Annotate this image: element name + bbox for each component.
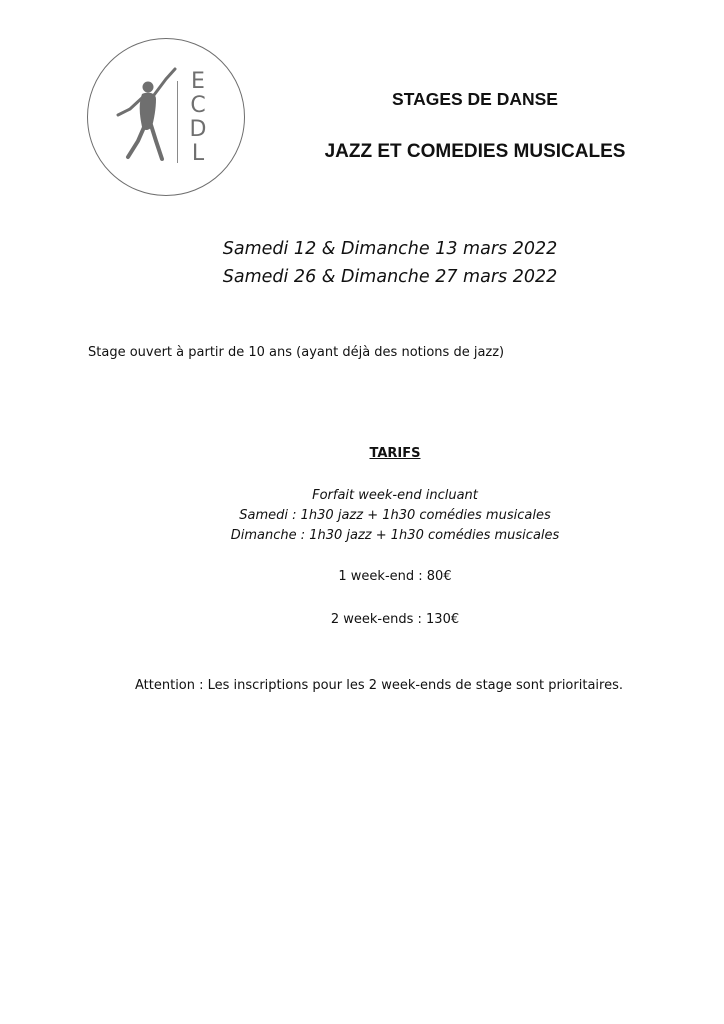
attention-note: Attention : Les inscriptions pour les 2 week-ends de stage sont prioritaires.	[135, 678, 623, 693]
date-line: Samedi 26 & Dimanche 27 mars 2022	[222, 267, 558, 287]
page-subtitle: JAZZ ET COMEDIES MUSICALES	[324, 141, 626, 162]
logo-letter: C	[190, 93, 206, 118]
logo-divider	[177, 81, 178, 163]
page-title: STAGES DE DANSE	[392, 89, 558, 109]
logo-letter: L	[191, 141, 205, 166]
logo-letter: E	[191, 69, 205, 94]
price-one-weekend: 1 week-end : 80€	[338, 569, 452, 584]
ecdl-logo	[87, 38, 245, 196]
date-line: Samedi 12 & Dimanche 13 mars 2022	[222, 239, 558, 259]
logo-letters	[186, 70, 210, 166]
forfait-description	[170, 486, 620, 546]
price-two-weekends: 2 week-ends : 130€	[330, 612, 460, 627]
dates-block	[160, 235, 620, 291]
forfait-line: Forfait week-end incluant	[312, 488, 478, 503]
logo-letter: D	[189, 117, 207, 142]
forfait-line: Samedi : 1h30 jazz + 1h30 comédies musicales	[239, 508, 551, 523]
tarifs-heading: TARIFS	[369, 446, 421, 461]
forfait-line: Dimanche : 1h30 jazz + 1h30 comédies musicales	[230, 528, 560, 543]
dancer-silhouette-icon	[88, 39, 246, 197]
audience-text: Stage ouvert à partir de 10 ans (ayant déjà des notions de jazz)	[88, 345, 505, 360]
